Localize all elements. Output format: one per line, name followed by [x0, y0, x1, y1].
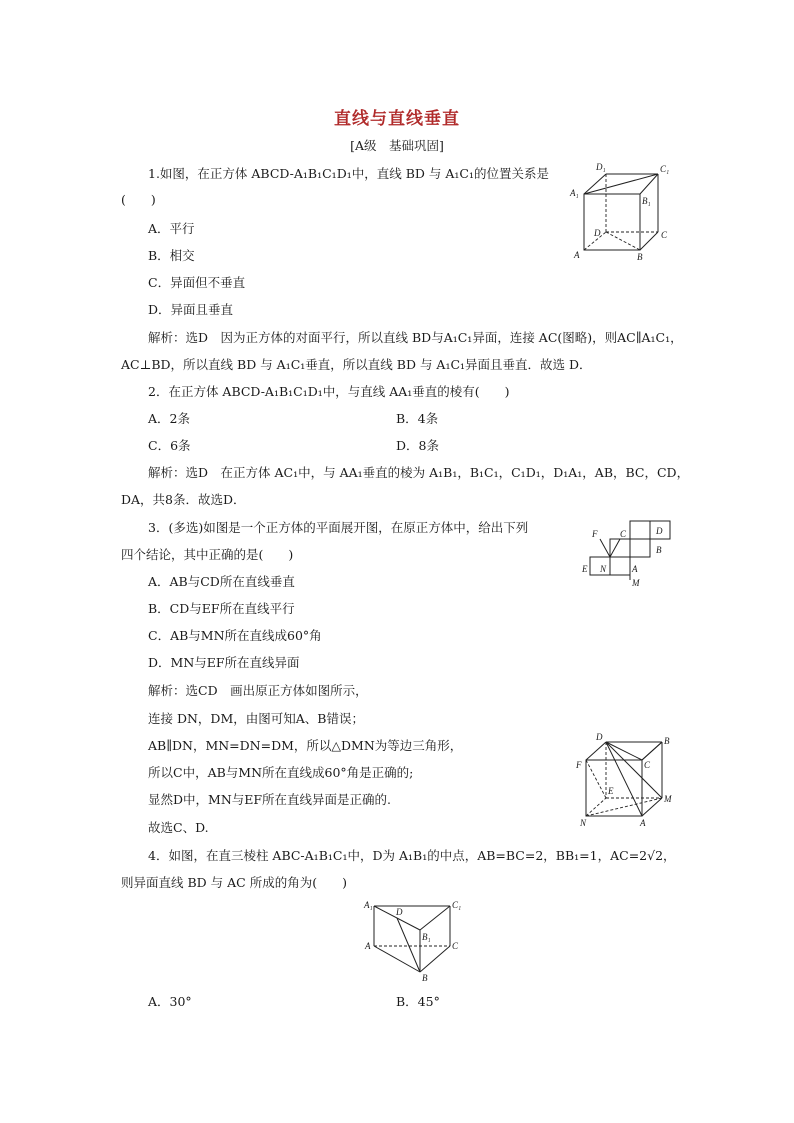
- q3-option-c: C．AB与MN所在直线成60°角: [148, 628, 322, 643]
- prism-label-b: B: [422, 973, 428, 983]
- q2-option-d: D．8条: [396, 438, 439, 453]
- label-a: A: [574, 250, 580, 260]
- q4-prism-figure: [362, 898, 462, 984]
- q1-analysis-line-2: AC⊥BD，所以直线 BD 与 A₁C₁垂直，所以直线 BD 与 A₁C₁异面且垂直．故选 D．: [121, 357, 592, 372]
- page-title: 直线与直线垂直: [334, 109, 460, 129]
- net-label-m: M: [632, 578, 640, 588]
- q3-option-b: B．CD与EF所在直线平行: [148, 601, 295, 616]
- prism-label-c1: C₁: [452, 900, 462, 910]
- cube-label-f: F: [576, 760, 582, 770]
- q3-analysis-line-3: AB∥DN，MN=DN=DM，所以△DMN为等边三角形，: [148, 738, 463, 753]
- q4-stem-line-2: 则异面直线 BD 与 AC 所成的角为( ): [121, 875, 347, 890]
- segment-bd: [397, 918, 420, 972]
- label-c: C: [661, 230, 668, 240]
- diagonal-bd: [606, 232, 640, 250]
- net-label-d: D: [656, 526, 663, 536]
- q3-cube-figure: [574, 730, 674, 830]
- prism-label-b1: B₁: [422, 932, 431, 942]
- cube-label-d: D: [596, 732, 603, 742]
- net-label-e: E: [582, 564, 588, 574]
- cube-label-a: A: [640, 818, 646, 828]
- q4-option-a: A．30°: [148, 994, 192, 1009]
- q4-stem-line-1: 4．如图，在直三棱柱 ABC-A₁B₁C₁中，D为 A₁B₁的中点，AB=BC=2，BB₁=1，AC=2√2，: [148, 848, 676, 863]
- section-label: [A级 基础巩固]: [350, 138, 444, 153]
- q1-option-a: A．平行: [148, 221, 195, 236]
- q2-option-a: A．2条: [148, 411, 190, 426]
- q1-stem-line-2: ( ): [121, 192, 156, 207]
- q2-option-c: C．6条: [148, 438, 191, 453]
- q3-stem-line-2: 四个结论，其中正确的是( ): [121, 547, 294, 562]
- net-label-f: F: [592, 529, 598, 539]
- cube-front-face: [584, 194, 640, 250]
- net-label-a: A: [632, 564, 638, 574]
- net-label-n: N: [600, 564, 607, 574]
- net-label-b: B: [656, 545, 662, 555]
- cube-label-n: N: [580, 818, 587, 828]
- prism-label-c: C: [452, 941, 459, 951]
- prism-label-d: D: [396, 907, 403, 917]
- label-d1: D₁: [596, 162, 606, 172]
- q2-option-b: B．4条: [396, 411, 439, 426]
- label-b1: B₁: [642, 196, 651, 206]
- prism-label-a1: A₁: [364, 900, 373, 910]
- q3-analysis-line-4: 所以C中，AB与MN所在直线成60°角是正确的;: [148, 765, 414, 780]
- q3-stem-line-1: 3．(多选)如图是一个正方体的平面展开图，在原正方体中，给出下列: [148, 520, 529, 535]
- q1-option-b: B．相交: [148, 248, 195, 263]
- q1-option-d: D．异面且垂直: [148, 302, 234, 317]
- label-c1: C₁: [660, 164, 670, 174]
- label-d: D: [594, 228, 601, 238]
- q1-stem-line-1: 1.如图，在正方体 ABCD-A₁B₁C₁D₁中，直线 BD 与 A₁C₁的位置关系是: [148, 166, 549, 181]
- q3-net-figure: [578, 516, 678, 590]
- q4-option-b: B．45°: [396, 994, 440, 1009]
- q1-option-c: C．异面但不垂直: [148, 275, 246, 290]
- cube-label-c: C: [644, 760, 651, 770]
- q3-analysis-line-1: 解析：选CD 画出原正方体如图所示，: [148, 683, 368, 698]
- q2-stem: 2．在正方体 ABCD-A₁B₁C₁D₁中，与直线 AA₁垂直的棱有( ): [148, 384, 510, 399]
- q3-option-a: A．AB与CD所在直线垂直: [148, 574, 295, 589]
- q2-analysis-line-1: 解析：选D 在正方体 AC₁中，与 AA₁垂直的棱为 A₁B₁，B₁C₁，C₁D₁，D₁A₁，AB，BC，CD，: [148, 465, 690, 480]
- q2-analysis-line-2: DA，共8条．故选D．: [121, 492, 246, 507]
- q3-analysis-line-5: 显然D中，MN与EF所在直线异面是正确的.: [148, 792, 392, 807]
- net-label-c: C: [620, 529, 627, 539]
- q3-option-d: D．MN与EF所在直线异面: [148, 655, 300, 670]
- q1-cube-figure: [568, 160, 678, 265]
- cube-label-b: B: [664, 736, 670, 746]
- label-a1: A₁: [570, 188, 579, 198]
- cube-label-e: E: [608, 786, 614, 796]
- q3-analysis-line-2: 连接 DN，DM，由图可知A、B错误；: [148, 711, 364, 726]
- prism-label-a: A: [365, 941, 371, 951]
- label-b: B: [637, 252, 643, 262]
- cube-label-m: M: [664, 794, 672, 804]
- q3-analysis-line-6: 故选C、D.: [148, 820, 209, 835]
- q1-analysis-line-1: 解析：选D 因为正方体的对面平行，所以直线 BD与A₁C₁异面，连接 AC(图略)，则AC∥A₁C₁，: [148, 330, 683, 345]
